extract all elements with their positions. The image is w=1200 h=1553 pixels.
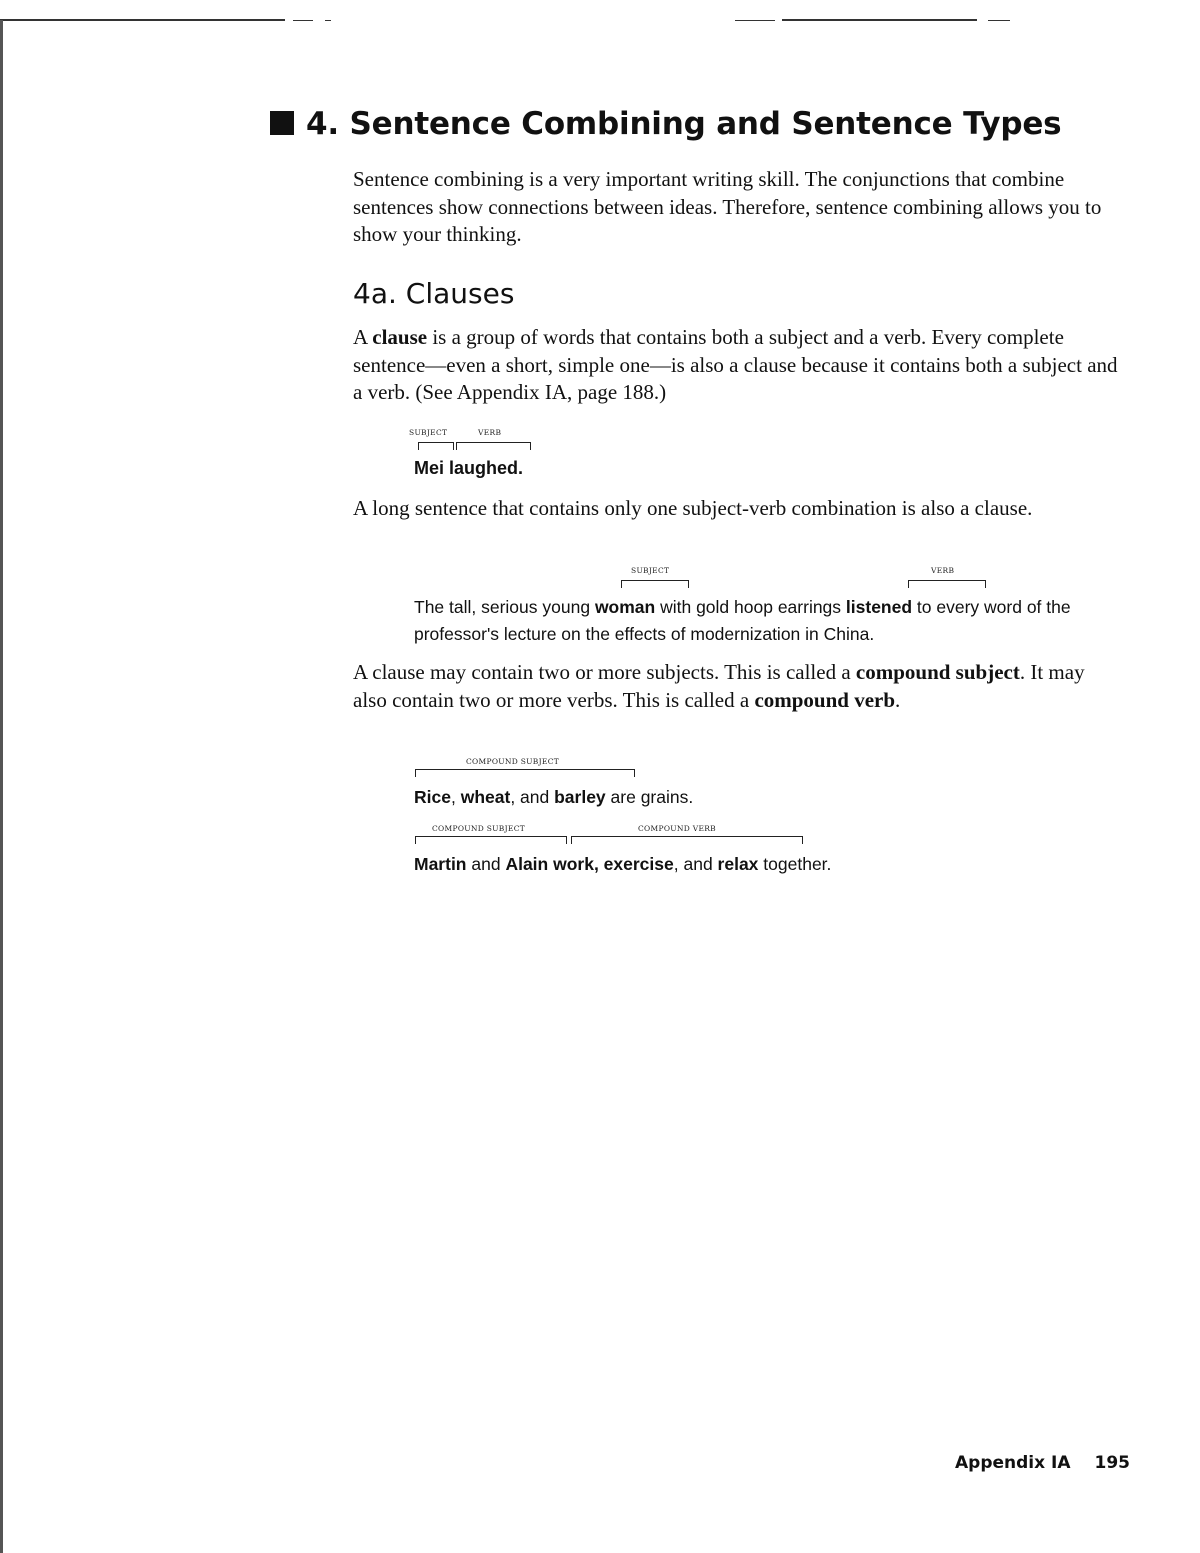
example-verb: laughed. (449, 458, 524, 478)
subsection-title: 4a. Clauses (353, 277, 515, 310)
scan-rule-top (293, 20, 313, 21)
text-run: , and (673, 854, 718, 874)
scan-rule-top (0, 19, 285, 21)
term-compound-verb: compound verb (754, 687, 896, 712)
term-compound-subject: compound subject (855, 660, 1020, 684)
compound-subject-bracket (415, 836, 567, 844)
text-run: , and (510, 787, 555, 807)
example-sentence-2 (414, 594, 1114, 648)
section-number: 4. (306, 106, 339, 142)
scan-rule-top (988, 20, 1010, 21)
section-title: Sentence Combining and Sentence Types (349, 106, 1062, 142)
label-compound-verb: COMPOUND VERB (638, 824, 716, 833)
text-run: A clause may contain two or more subjects. This is called a (353, 660, 856, 684)
subject-bracket (621, 580, 689, 588)
page-footer (955, 1453, 1130, 1473)
example-sentence-1 (414, 455, 523, 482)
label-subject: SUBJECT (631, 566, 670, 575)
example-verb: relax (717, 854, 759, 874)
example-subject: Alain (505, 854, 549, 874)
text-run: is a group of words that contains both a subject and a verb. Every complete sentence—even a short, simple one—is also a clause because it contains both a subject and a verb. (See Appendix IA, page 188.) (353, 325, 1118, 404)
example-subject: wheat (460, 787, 511, 807)
text-run: , (450, 787, 461, 807)
scan-rule-top (782, 19, 977, 21)
long-sentence-paragraph: A long sentence that contains only one subject-verb combination is also a clause. (353, 496, 1033, 520)
text-run: are grains. (605, 787, 694, 807)
example-sentence-4 (414, 851, 831, 878)
text-run: The tall, serious young (414, 597, 595, 617)
text-run: . It may also contain two or more verbs. This is called a (353, 660, 1085, 712)
page-number: 195 (1094, 1453, 1130, 1473)
label-verb: VERB (931, 566, 955, 575)
text-run: to every word of the professor's lecture on the effects of modernization in China. (414, 597, 1071, 644)
text-run: A (353, 325, 373, 349)
footer-label: Appendix IA (955, 1453, 1071, 1473)
label-subject: SUBJECT (409, 428, 448, 437)
verb-bracket (456, 442, 531, 450)
compound-subject-bracket (415, 769, 635, 777)
section-heading (270, 104, 1170, 144)
intro-paragraph: Sentence combining is a very important writing skill. The conjunctions that combine sentences show connections between ideas. Therefore, sentence combining allows you to show your thinking. (353, 167, 1102, 246)
label-compound-subject: COMPOUND SUBJECT (466, 757, 560, 766)
term-clause: clause (372, 325, 428, 349)
square-bullet-icon (270, 111, 294, 135)
example-sentence-3 (414, 784, 693, 811)
example-subject: Martin (414, 854, 467, 874)
example-subject: woman (594, 597, 656, 617)
example-subject: Mei (414, 458, 445, 478)
label-compound-subject: COMPOUND SUBJECT (432, 824, 526, 833)
label-verb: VERB (478, 428, 502, 437)
example-verb: listened (845, 597, 913, 617)
example-verb: work, exercise (553, 854, 674, 874)
compound-paragraph (353, 659, 1123, 714)
compound-verb-bracket (571, 836, 803, 844)
scan-rule-left (0, 20, 3, 1553)
verb-bracket (908, 580, 986, 588)
scan-rule-top (325, 20, 331, 21)
scan-rule-top (735, 20, 775, 21)
text-run: . (895, 687, 901, 712)
text-run: and (466, 854, 506, 874)
text-run: with gold hoop earrings (655, 597, 846, 617)
example-subject: barley (554, 787, 606, 807)
subject-bracket (418, 442, 454, 450)
clause-definition-paragraph (353, 324, 1123, 407)
example-subject: Rice (414, 787, 451, 807)
text-run: together. (758, 854, 832, 874)
